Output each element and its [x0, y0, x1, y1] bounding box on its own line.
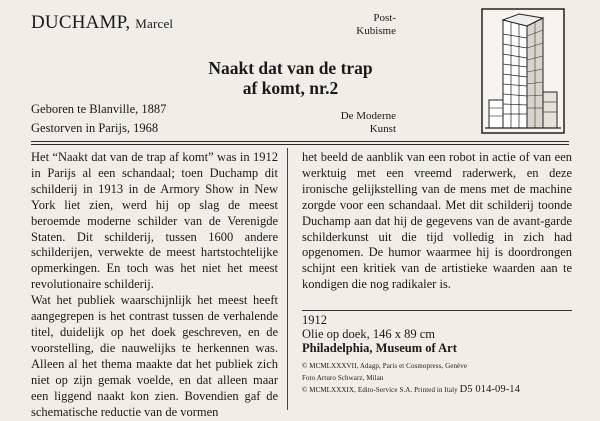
paragraph-2: Wat het publiek waarschijnlijk het meest heeft aangegrepen is het contrast tussen de verhalende titel, duidelijk op het doek geschreven, en de voorstelling, die nauwelijks te herkennen was. Alleen al het thema maakte dat het publiek zich niet op zijn gemak voelde, en dat alleen maar een liggend naakt kon zien. Bovendien gaf de schematische reductie van de vormen [31, 293, 278, 419]
paragraph-3: het beeld de aanblik van een robot in actie of van een werktuig met een vreemd raderwerk, en deze ironische gelijkstelling van de mens met de machine zorgde voor een schandaal. Met dit schilderij toonde Duchamp aan dat hij de gegevens van de avant-garde schilderkunst uit die tijd volledig in zich had opgenomen. De humor waarmee hij is doordrongen schijnt een kritiek van de artistieke waarden aan te kondigen die nog radikaler is. [302, 150, 572, 292]
birth-info: Geboren te Blanville, 1887 [31, 102, 167, 116]
credit-line-3: © MCMLXXXIX, Edito-Service S.A. Printed in Italy [302, 386, 458, 394]
skyscraper-icon [481, 8, 565, 134]
artist-name [31, 12, 173, 34]
movement-label [356, 12, 396, 38]
body-text-right [302, 150, 572, 293]
series-label [341, 110, 396, 136]
credit-line-1: © MCMLXXXVII, Adagp, Paris et Cosmopress, Genève [302, 362, 468, 370]
artwork-title [168, 58, 413, 98]
artist-first-name: Marcel [135, 16, 174, 31]
paragraph-1: Het “Naakt dat van de trap af komt” was in 1912 in Parijs al een schandaal; toen Duchamp dit schilderij in 1913 in de Armory Show in New York liet zien, werd hij op slag de meest beroemde moderne schilder van de Verenigde Staten. Dit schilderij, tussen 1600 andere schilderijen, verwekte de meest hartstochtelijke opmerkingen. En toch was het niet het meest revolutionaire schilderij. [31, 150, 278, 292]
column-divider [287, 148, 288, 410]
title-line-1: Naakt dat van de trap [208, 58, 373, 78]
movement-label-line-2: Kubisme [356, 25, 396, 37]
movement-label-line-1: Post- [373, 12, 396, 24]
header-divider [31, 141, 569, 142]
artwork-location: Philadelphia, Museum of Art [302, 341, 457, 355]
credit-line-2: Foto Arturo Schwarz, Milan [302, 373, 384, 382]
artwork-medium: Olie op doek, 146 x 89 cm [302, 327, 435, 341]
body-text-left [31, 150, 278, 420]
artwork-year: 1912 [302, 313, 327, 327]
death-info: Gestorven in Parijs, 1968 [31, 121, 159, 135]
info-divider [302, 310, 572, 311]
credit-line-3-row [302, 384, 572, 397]
series-label-line-1: De Moderne [340, 110, 396, 122]
card-reference: D5 014-09-14 [459, 384, 521, 395]
title-line-2: af komt, nr.2 [242, 78, 339, 98]
artwork-info [302, 313, 457, 355]
credits [302, 361, 572, 397]
header-divider-thin [31, 144, 569, 145]
artist-last-name: DUCHAMP, [31, 12, 131, 33]
series-label-line-2: Kunst [369, 123, 396, 135]
